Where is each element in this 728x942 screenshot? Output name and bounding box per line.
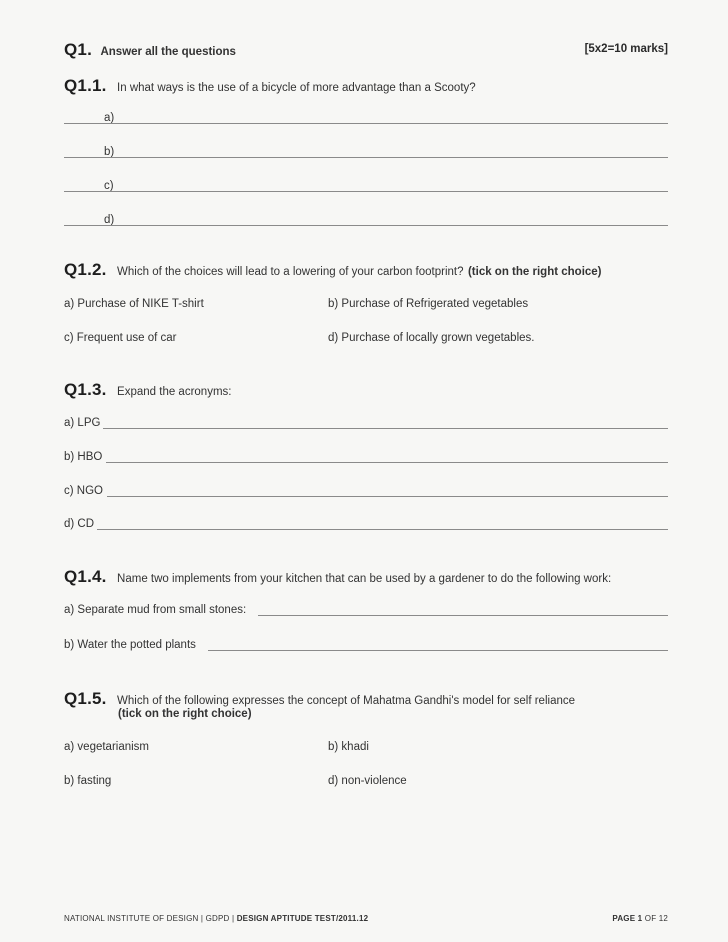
q1-1-answer-d-line[interactable] [64,225,668,226]
q1-1-answer-b-line[interactable] [64,157,668,158]
q1-5-text: Which of the following expresses the concept of Mahatma Gandhi's model for self reliance [117,695,576,707]
q1-1-text: In what ways is the use of a bicycle of more advantage than a Scooty? [117,82,476,94]
q1-2-option-a[interactable]: a) Purchase of NIKE T-shirt [64,298,204,310]
q1-title: Answer all the questions [100,46,236,58]
q1-3-item-d-line[interactable] [97,529,668,530]
q1-4-text: Name two implements from your kitchen that can be used by a gardener to do the following work: [117,573,612,585]
q1-5-option-d[interactable]: d) non-violence [328,775,407,787]
q1-1-answer-d-label: d) [104,214,115,226]
q1-1-answer-b-label: b) [104,146,115,158]
q1-3-item-a-label: a) LPG [64,417,101,429]
q1-2-number: Q1.2. [64,260,107,279]
q1-2-heading [64,260,602,280]
q1-2-text: Which of the choices will lead to a lowering of your carbon footprint? [117,266,464,278]
q1-3-item-d-label: d) CD [64,518,95,530]
q1-5-instruction: (tick on the right choice) [118,708,252,720]
q1-3-number: Q1.3. [64,380,107,399]
q1-5-option-b[interactable]: b) khadi [328,741,369,753]
q1-4-item-a-label: a) Separate mud from small stones: [64,604,247,616]
q1-5-option-c[interactable]: b) fasting [64,775,112,787]
q1-3-heading [64,380,231,400]
footer-institute: NATIONAL INSTITUTE OF DESIGN | GDPD | [64,914,235,923]
q1-4-number: Q1.4. [64,567,107,586]
q1-1-answer-c-label: c) [104,180,114,192]
q1-2-option-c[interactable]: c) Frequent use of car [64,332,177,344]
q1-1-answer-a-label: a) [104,112,115,124]
q1-5-option-a[interactable]: a) vegetarianism [64,741,150,753]
q1-4-item-a-line[interactable] [258,615,668,616]
q1-number: Q1. [64,40,93,59]
footer-page-of: OF 12 [644,914,668,923]
q1-3-item-b-line[interactable] [106,462,668,463]
footer-institute-line [64,914,368,923]
q1-4-heading [64,567,611,587]
q1-4-item-b-line[interactable] [208,650,668,651]
q1-1-heading [64,76,476,96]
q1-header [64,40,236,60]
q1-3-item-b-label: b) HBO [64,451,103,463]
q1-5-heading [64,689,575,709]
footer-page [612,914,668,923]
q1-1-answer-a-line[interactable] [64,123,668,124]
q1-1-number: Q1.1. [64,76,107,95]
q1-3-item-a-line[interactable] [103,428,668,429]
q1-3-item-c-line[interactable] [107,496,668,497]
q1-3-item-c-label: c) NGO [64,485,103,497]
q1-2-option-b[interactable]: b) Purchase of Refrigerated vegetables [328,298,529,310]
q1-4-item-b-label: b) Water the potted plants [64,639,196,651]
q1-2-instruction: (tick on the right choice) [467,266,602,278]
q1-3-text: Expand the acronyms: [117,386,232,398]
footer-page-label: PAGE 1 [612,914,643,923]
q1-5-number: Q1.5. [64,689,107,708]
marks-label: [5x2=10 marks] [584,43,668,55]
q1-2-option-d[interactable]: d) Purchase of locally grown vegetables. [328,332,535,344]
q1-1-answer-c-line[interactable] [64,191,668,192]
footer-test: DESIGN APTITUDE TEST/2011.12 [236,914,369,923]
